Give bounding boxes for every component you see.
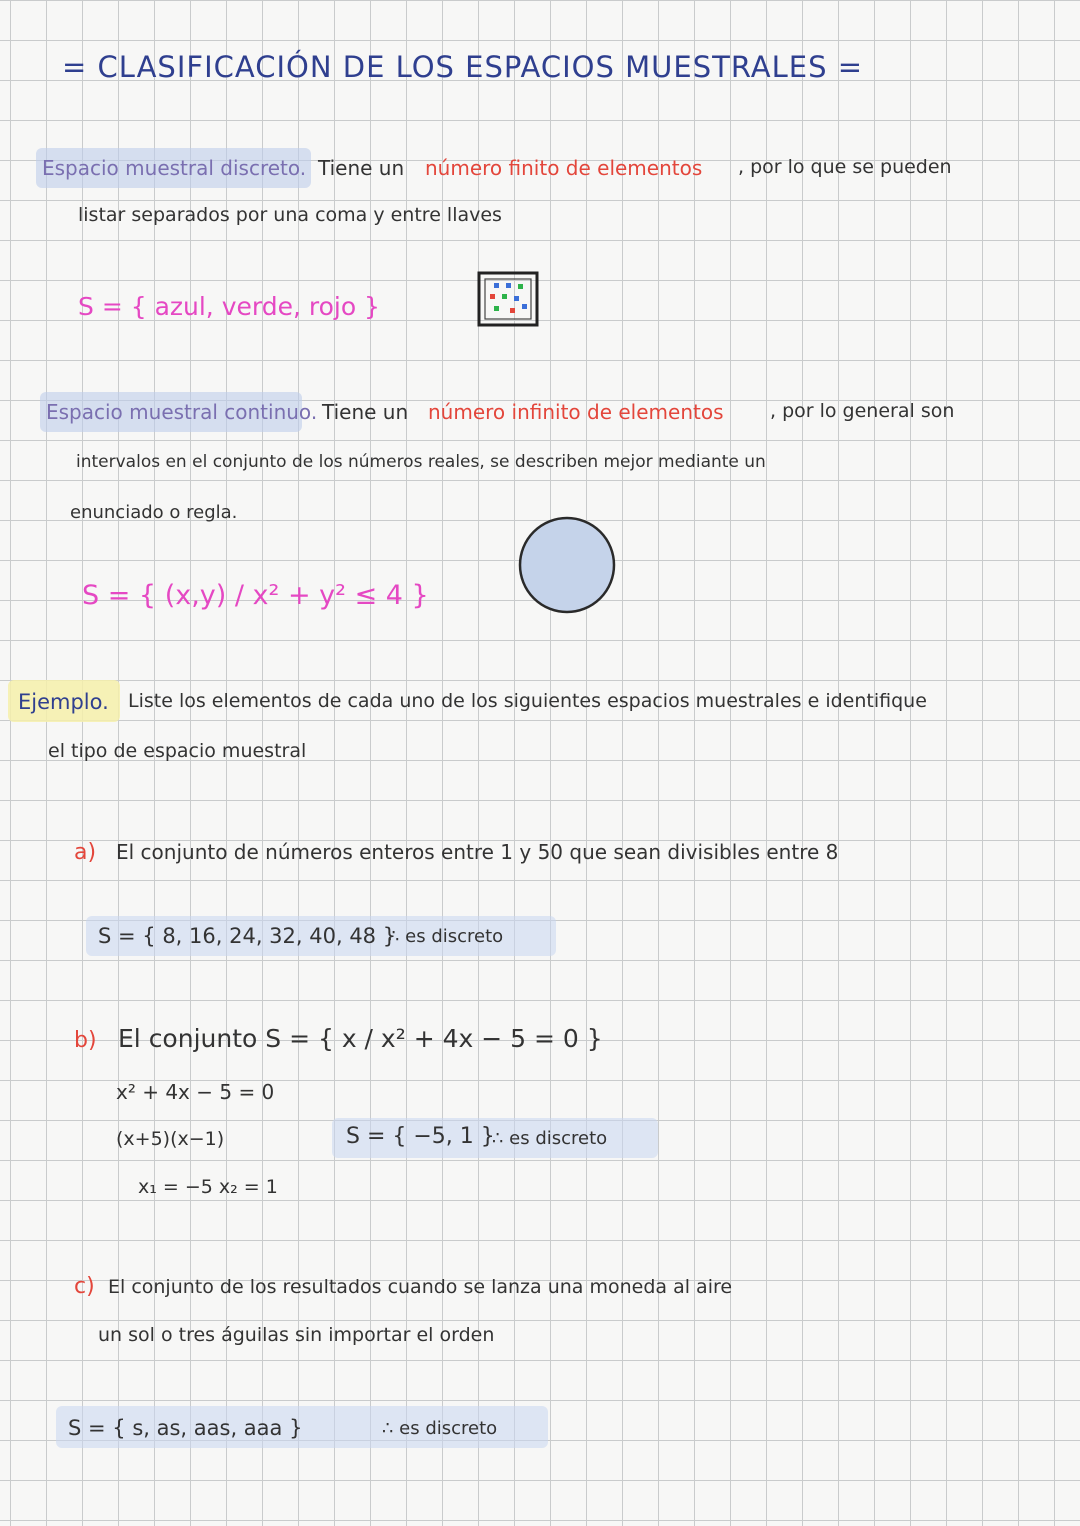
continuo-text-b: , por lo general son: [770, 400, 955, 422]
continuo-text-line2: intervalos en el conjunto de los números reales, se describen mejor mediante un: [76, 452, 766, 472]
box-with-colored-dots-icon: [476, 270, 540, 332]
continuo-text-line3: enunciado o regla.: [70, 502, 238, 523]
term-discreto: Espacio muestral discreto.: [42, 156, 307, 180]
part-c-statement-line1: El conjunto de los resultados cuando se lanza una moneda al aire: [108, 1276, 733, 1298]
part-a-answer: S = { 8, 16, 24, 32, 40, 48 }: [98, 924, 397, 948]
ejemplo-line1: Liste los elementos de cada uno de los siguientes espacios muestrales e identifique: [128, 690, 927, 712]
part-b-step3: x₁ = −5 x₂ = 1: [138, 1176, 278, 1198]
discreto-text-line2: listar separados por una coma y entre llaves: [78, 204, 502, 226]
continuo-example: S = { (x,y) / x² + y² ≤ 4 }: [82, 580, 429, 611]
part-c-statement-line2: un sol o tres águilas sin importar el orden: [98, 1324, 495, 1346]
ejemplo-line2: el tipo de espacio muestral: [48, 740, 307, 762]
discreto-example: S = { azul, verde, rojo }: [78, 292, 380, 321]
term-continuo: Espacio muestral continuo.: [46, 400, 318, 424]
part-b-step1: x² + 4x − 5 = 0: [116, 1080, 275, 1104]
part-c-answer: S = { s, as, aas, aaa }: [68, 1416, 303, 1440]
part-b-answer: S = { −5, 1 }: [346, 1124, 495, 1149]
discreto-text-b: , por lo que se pueden: [738, 156, 952, 178]
part-a-conclusion: ∴ es discreto: [388, 926, 504, 947]
circle-region-icon: [516, 514, 618, 620]
part-c-conclusion: ∴ es discreto: [382, 1418, 498, 1439]
continuo-text-red: número infinito de elementos: [428, 400, 724, 424]
part-c-letter: c): [74, 1274, 95, 1299]
part-b-conclusion: ∴ es discreto: [492, 1128, 608, 1149]
part-b-step2: (x+5)(x−1): [116, 1128, 225, 1150]
discreto-text-a: Tiene un: [318, 156, 405, 180]
ejemplo-label: Ejemplo.: [18, 690, 109, 714]
part-a-letter: a): [74, 840, 97, 865]
continuo-text-a: Tiene un: [322, 400, 409, 424]
discreto-text-red: número finito de elementos: [425, 156, 703, 180]
page-title: = CLASIFICACIÓN DE LOS ESPACIOS MUESTRALES =: [62, 50, 864, 84]
part-a-statement: El conjunto de números enteros entre 1 y 50 que sean divisibles entre 8: [116, 840, 839, 864]
part-b-letter: b): [74, 1028, 97, 1053]
part-b-statement: El conjunto S = { x / x² + 4x − 5 = 0 }: [118, 1024, 603, 1053]
